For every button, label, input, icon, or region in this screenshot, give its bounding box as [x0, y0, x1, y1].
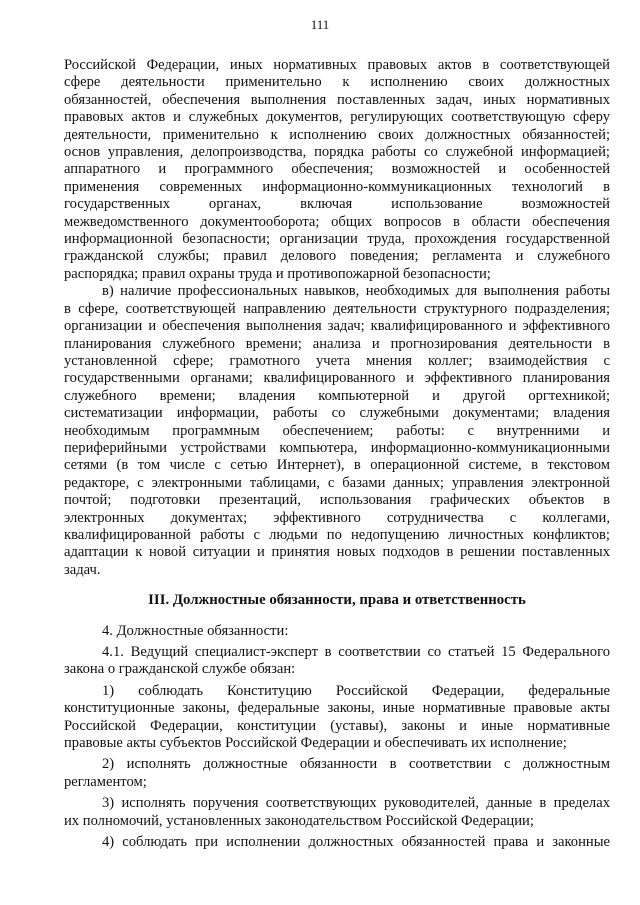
text-line: применения современных информационно-коммуникационных технологий в — [64, 178, 610, 195]
text-line: государственными органами; квалифицированного и эффективного планирования — [64, 370, 610, 387]
text-line: 4.1. Ведущий специалист-эксперт в соответствии со статьей 15 Федерального — [102, 644, 610, 660]
text-line: обязанностей, обеспечения выполнения поставленных задач, иных нормативных — [64, 91, 610, 108]
item-4-1 — [64, 644, 610, 679]
text-line: сфере деятельности применительно к исполнению своих должностных — [64, 74, 610, 91]
text-line: аппаратного и программного обеспечения; возможностей и особенностей — [64, 161, 610, 178]
paragraph-skills — [64, 283, 610, 579]
text-line: квалифицированной работы с людьми по недопущению личностных конфликтов; — [64, 526, 610, 543]
text-line: в сфере, соответствующей направлению деятельности структурного подразделения; — [64, 300, 610, 317]
text-line: систематизации информации, работы со служебными документами; владения — [64, 405, 610, 422]
text-line: редакторе, с электронными таблицами, с базами данных; управления электронной — [64, 474, 610, 491]
text-line: задач. — [64, 561, 101, 578]
text-line: гражданской службы; правил делового поведения; регламента и служебного — [64, 248, 610, 265]
text-line: установленной сфере; грамотного учета мнения коллег; взаимодействия с — [64, 352, 610, 369]
duty-item-1 — [64, 683, 610, 753]
text-line: сетями (в том числе с сетью Интернет), в операционной системе, в текстовом — [64, 457, 610, 474]
text-line: электронных документах; эффективного сотрудничества с коллегами, — [64, 509, 610, 526]
text-line: Российской Федерации, конституции (уставы), законы и иные нормативные — [64, 717, 610, 734]
text-line: правовые акты субъектов Российской Федерации и обеспечивать их исполнение; — [64, 735, 567, 752]
text-line: периферийными устройствами компьютера, информационно-коммуникационными — [64, 439, 610, 456]
text-line: необходимым программным обеспечением; работы: с внутренними и — [64, 422, 610, 439]
duty-item-2 — [64, 756, 610, 791]
text-line: правовых актов и служебных документов, регулирующих соответствующую сферу — [64, 109, 610, 126]
text-line: служебного времени; владения компьютерной и другой оргтехникой; — [64, 387, 610, 404]
text-line: почтой; подготовки презентаций, использования графических объектов в — [64, 492, 610, 509]
text-line: их полномочий, установленных законодательством Российской Федерации; — [64, 812, 534, 829]
duty-item-3 — [64, 795, 610, 830]
text-line: 2) исполнять должностные обязанности в соответствии с должностным — [102, 756, 610, 773]
page-number: 111 — [310, 17, 330, 32]
text-line: Российской Федерации, иных нормативных правовых актов в соответствующей — [64, 57, 610, 73]
text-line: 3) исполнять поручения соответствующих руководителей, данные в пределах — [102, 795, 610, 812]
duty-item-4 — [64, 834, 610, 851]
text-line: конституционные законы, федеральные законы, иные нормативные правовые акты — [64, 700, 610, 717]
text-line: в) наличие профессиональных навыков, необходимых для выполнения работы — [102, 283, 610, 300]
paragraph-knowledge — [64, 57, 610, 283]
text-line: государственных органах, включая использование возможностей — [64, 196, 610, 213]
text-line: информационной безопасности; организации труда, прохождения государственной — [64, 231, 610, 248]
text-line: межведомственного документооборота; общих вопросов в области обеспечения — [64, 213, 610, 230]
text-line: организации и обеспечения выполнения задач; квалифицированного и эффективного — [64, 318, 610, 335]
text-line: 4) соблюдать при исполнении должностных обязанностей права и законные — [102, 834, 610, 851]
document-body — [64, 57, 610, 851]
text-line: адаптации к новой ситуации и принятия новых подходов в решении поставленных — [64, 544, 610, 561]
item-4-title: 4. Должностные обязанности: — [102, 622, 289, 639]
text-line: регламентом; — [64, 773, 147, 790]
section-heading: III. Должностные обязанности, права и ответственность — [148, 592, 526, 609]
text-line: основ управления, делопроизводства, порядка работы со служебной информацией; — [64, 144, 610, 161]
text-line: закона о гражданской службе обязан: — [64, 661, 296, 678]
text-line: планирования служебного времени; анализа и прогнозирования деятельности в — [64, 335, 610, 352]
text-line: деятельности, применительно к исполнению своих должностных обязанностей; — [64, 126, 610, 143]
text-line: 1) соблюдать Конституцию Российской Федерации, федеральные — [102, 682, 610, 699]
text-line: распорядка; правил охраны труда и противопожарной безопасности; — [64, 265, 491, 282]
